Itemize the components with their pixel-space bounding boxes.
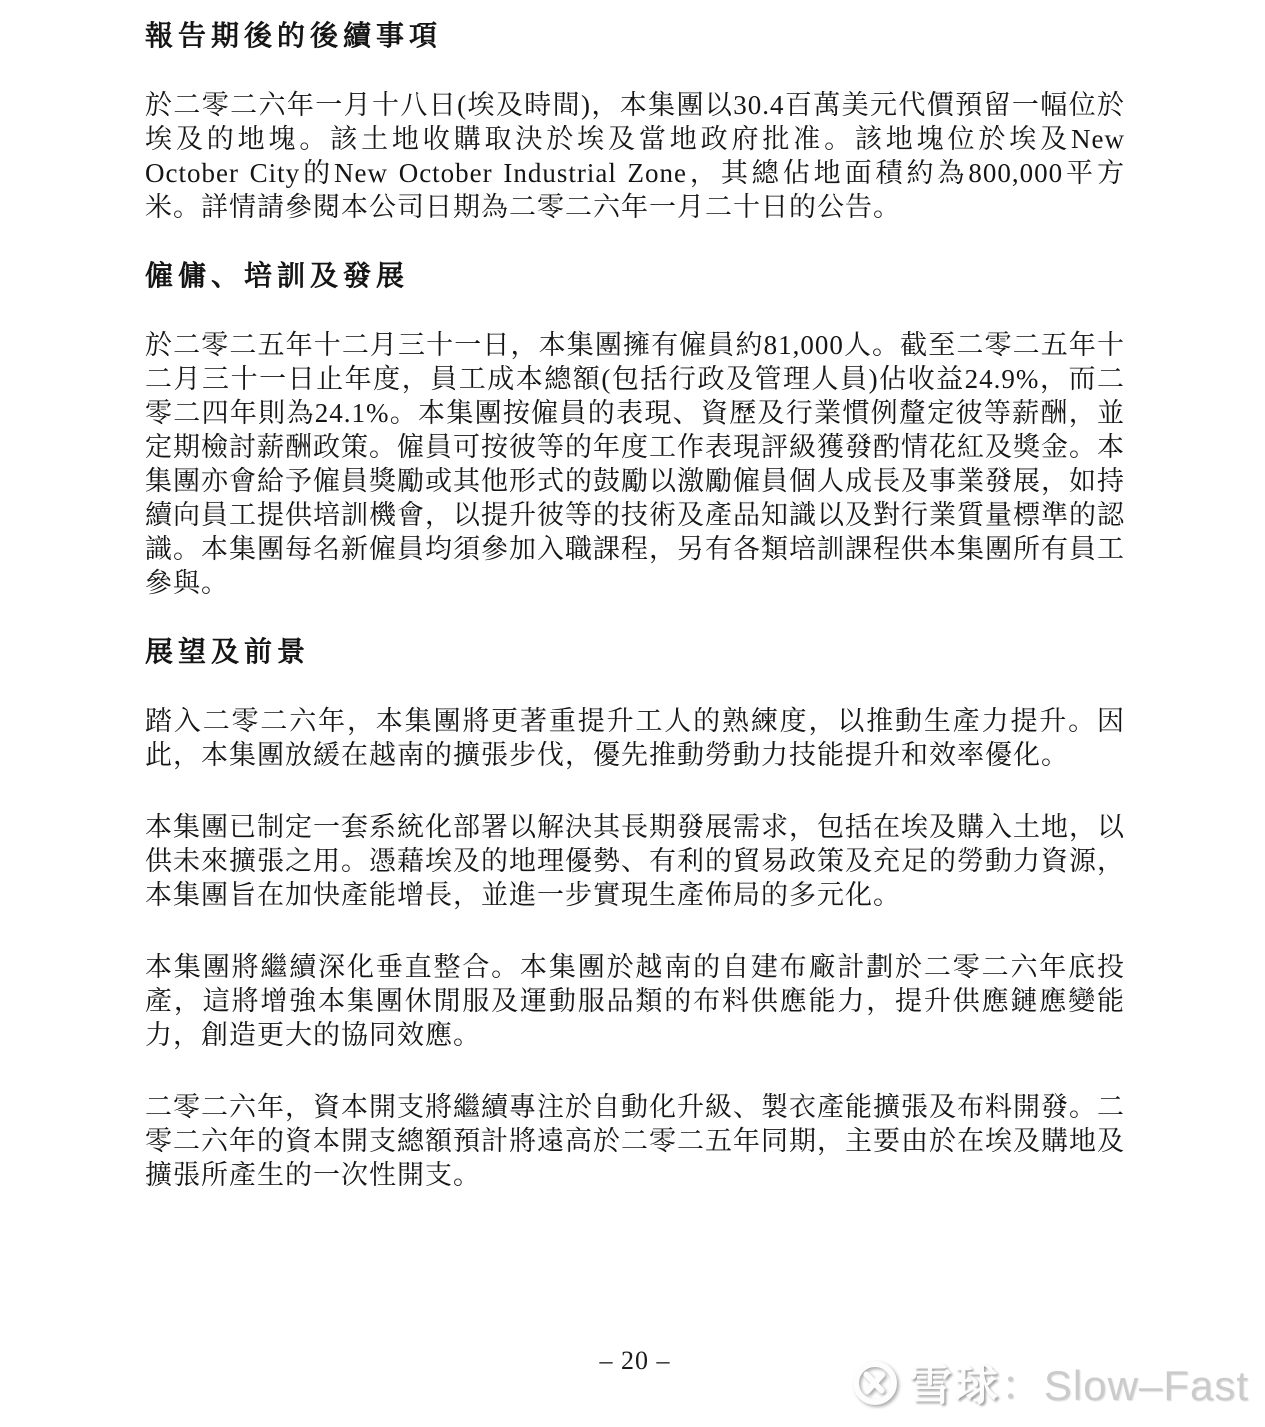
watermark-site-name: 雪球 [908,1362,1001,1410]
xueqiu-snowball-logo-icon [851,1359,899,1407]
paragraph: 本集團將繼續深化垂直整合。本集團於越南的自建布廠計劃於二零二六年底投產，這將增強本集團休閒服及運動服品類的布料供應能力，提升供應鏈應變能力，創造更大的協同效應。 [145,952,1125,1050]
paragraph: 踏入二零二六年，本集團將更著重提升工人的熟練度，以推動生產力提升。因此，本集團放緩在越南的擴張步伐，優先推動勞動力技能提升和效率優化。 [145,706,1125,770]
paragraph: 於二零二六年一月十八日(埃及時間)，本集團以30.4百萬美元代價預留一幅位於埃及的地塊。該土地收購取決於埃及當地政府批准。該地塊位於埃及New October City的New October Industrial Zone，其總佔地面積約為800,000平方米。詳情請參閱本公司日期為二零二六年一月二十日的公告。 [145,90,1125,222]
paragraph: 二零二六年，資本開支將繼續專注於自動化升級、製衣產能擴張及布料開發。二零二六年的資本開支總額預計將遠高於二零二五年同期，主要由於在埃及購地及擴張所產生的一次性開支。 [145,1092,1125,1190]
section-subsequent-events [145,22,1125,224]
page-number: – 20 – [599,1346,671,1375]
section-heading: 報告期後的後續事項 [145,21,443,52]
watermark [851,1352,1249,1413]
watermark-author-name: ：Slow–Fast [1000,1361,1249,1409]
section-heading: 僱傭、培訓及發展 [145,261,410,292]
paragraph: 本集團已制定一套系統化部署以解決其長期發展需求，包括在埃及購入土地，以供未來擴張之用。憑藉埃及的地理優勢、有利的貿易政策及充足的勞動力資源，本集團旨在加快產能增長，並進一步實現生產佈局的多元化。 [145,812,1125,910]
paragraph: 於二零二五年十二月三十一日，本集團擁有僱員約81,000人。截至二零二五年十二月三十一日止年度，員工成本總額(包括行政及管理人員)佔收益24.9%，而二零二四年則為24.1%。本集團按僱員的表現、資歷及行業慣例釐定彼等薪酬，並定期檢討薪酬政策。僱員可按彼等的年度工作表現評級獲發酌情花紅及獎金。本集團亦會給予僱員獎勵或其他形式的鼓勵以激勵僱員個人成長及事業發展，如持續向員工提供培訓機會，以提升彼等的技術及產品知識以及對行業質量標準的認識。本集團每名新僱員均須參加入職課程，另有各類培訓課程供本集團所有員工參與。 [145,330,1125,598]
report-body [145,22,1125,1230]
section-outlook-prospects [145,638,1125,1192]
section-employment-training [145,262,1125,600]
section-heading: 展望及前景 [145,637,311,668]
